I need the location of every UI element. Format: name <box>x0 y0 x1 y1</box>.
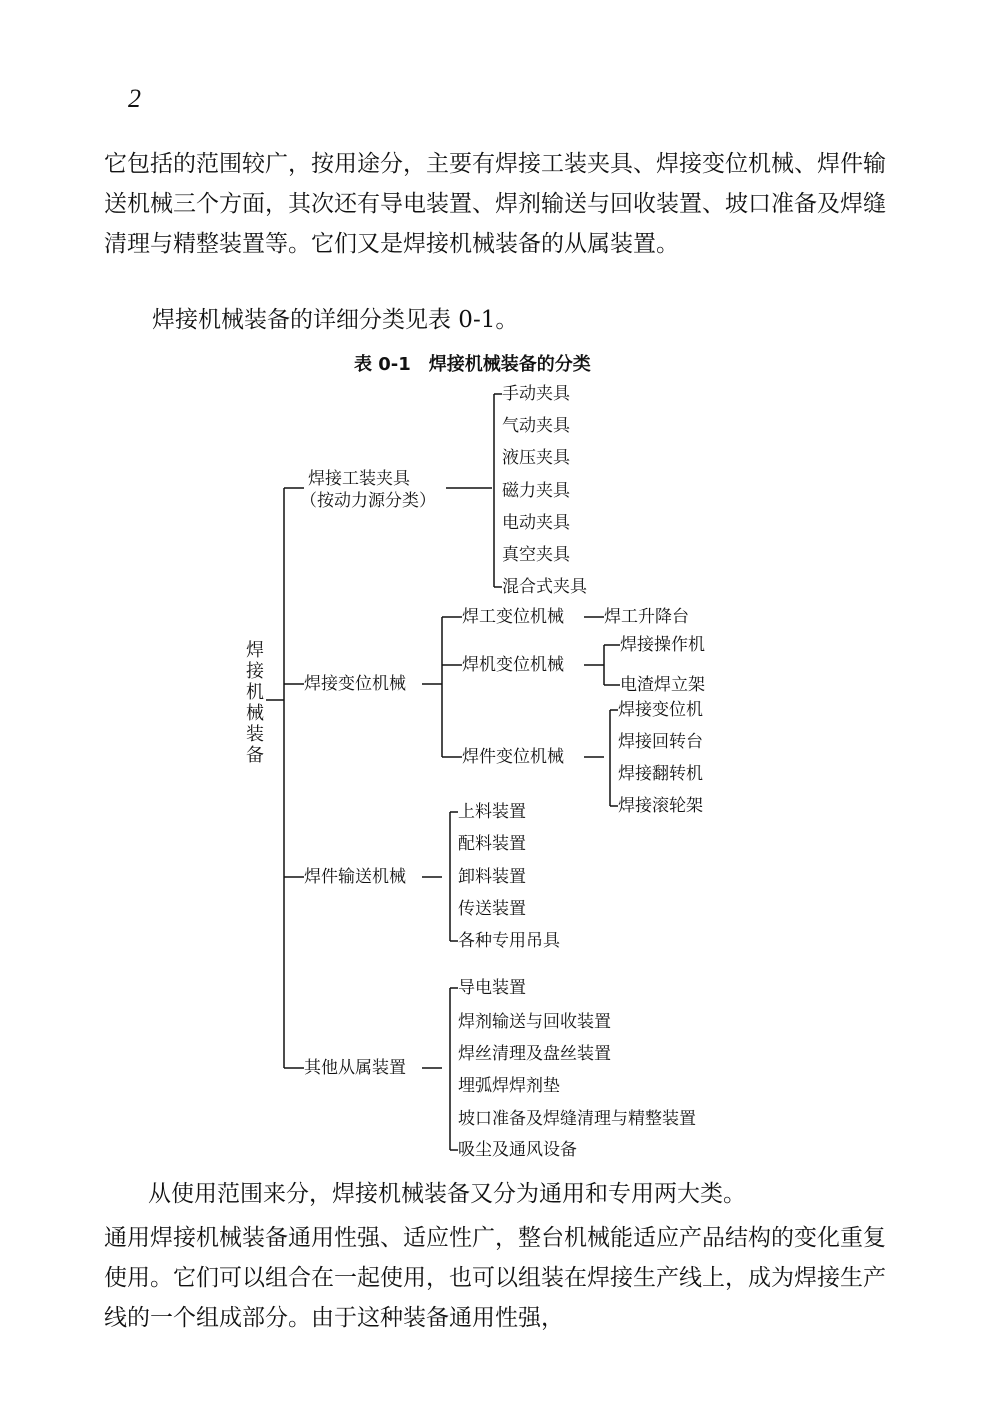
page-number: 2 <box>128 84 141 113</box>
group-fixtures-sublabel: （按动力源分类） <box>300 491 436 511</box>
subgroup-workpiece-positioner-label: 焊件变位机械 <box>462 747 564 767</box>
tree-leaf: 焊接滚轮架 <box>618 796 703 816</box>
tree-leaf: 导电装置 <box>458 978 526 998</box>
tree-leaf: 配料装置 <box>458 834 526 854</box>
group-auxiliary-label: 其他从属装置 <box>304 1058 406 1078</box>
paragraph-usage-scope: 从使用范围来分，焊接机械装备又分为通用和专用两大类。 <box>148 1181 746 1207</box>
tree-leaf: 磁力夹具 <box>502 481 570 501</box>
tree-root-label: 焊接机械装备 <box>246 640 264 766</box>
tree-leaf: 焊工升降台 <box>604 607 689 627</box>
tree-leaf: 焊接翻转机 <box>618 764 703 784</box>
tree-leaf: 传送装置 <box>458 899 526 919</box>
tree-leaf: 焊接变位机 <box>618 700 703 720</box>
tree-leaf: 电动夹具 <box>502 513 570 533</box>
subgroup-welding-machine-positioner-label: 焊机变位机械 <box>462 655 564 675</box>
tree-leaf: 埋弧焊焊剂垫 <box>458 1076 560 1096</box>
tree-leaf: 吸尘及通风设备 <box>458 1140 577 1160</box>
paragraph-scope: 它包括的范围较广，按用途分，主要有焊接工装夹具、焊接变位机械、焊件输送机械三个方面，其次还有导电装置、焊剂输送与回收装置、坡口准备及焊缝清理与精整装置等。它们又是焊接机械装备的从属装置。 <box>104 151 886 257</box>
subgroup-welder-positioner-label: 焊工变位机械 <box>462 607 564 627</box>
tree-leaf: 电渣焊立架 <box>620 675 705 695</box>
tree-leaf: 焊丝清理及盘丝装置 <box>458 1044 611 1064</box>
paragraph-table-reference: 焊接机械装备的详细分类见表 0-1。 <box>152 307 519 333</box>
tree-leaf: 手动夹具 <box>502 384 570 404</box>
tree-leaf: 各种专用吊具 <box>458 931 560 951</box>
tree-leaf: 混合式夹具 <box>502 577 587 597</box>
group-conveyors-label: 焊件输送机械 <box>304 867 406 887</box>
tree-leaf: 焊接回转台 <box>618 732 703 752</box>
tree-leaf: 焊接操作机 <box>620 635 705 655</box>
tree-leaf: 气动夹具 <box>502 416 570 436</box>
group-positioners-label: 焊接变位机械 <box>304 674 406 694</box>
tree-leaf: 上料装置 <box>458 802 526 822</box>
tree-leaf: 液压夹具 <box>502 448 570 468</box>
table-title: 表 0-1 焊接机械装备的分类 <box>354 354 591 375</box>
paragraph-general-equipment: 通用焊接机械装备通用性强、适应性广，整台机械能适应产品结构的变化重复使用。它们可以组合在一起使用，也可以组装在焊接生产线上，成为焊接生产线的一个组成部分。由于这种装备通用性强， <box>104 1225 886 1331</box>
tree-leaf: 焊剂输送与回收装置 <box>458 1012 611 1032</box>
tree-leaf: 坡口准备及焊缝清理与精整装置 <box>458 1109 696 1129</box>
group-fixtures-label: 焊接工装夹具 <box>308 469 410 489</box>
tree-leaf: 真空夹具 <box>502 545 570 565</box>
tree-leaf: 卸料装置 <box>458 867 526 887</box>
